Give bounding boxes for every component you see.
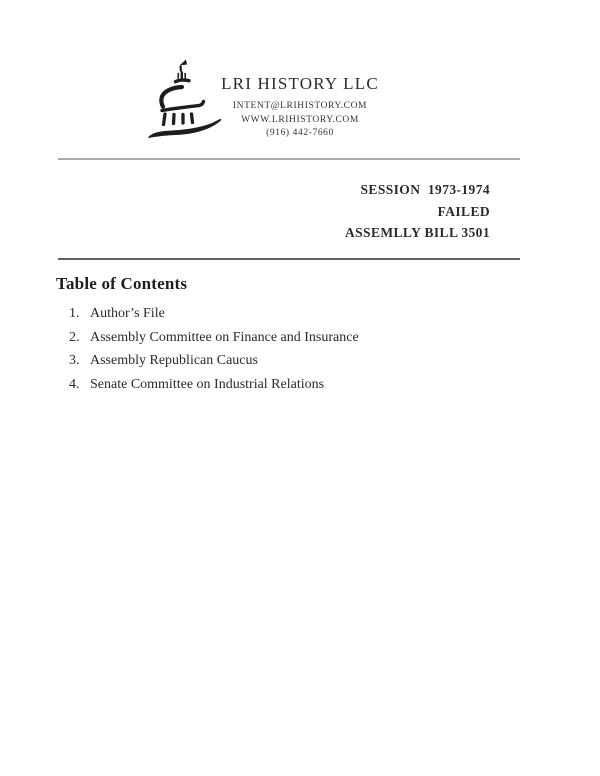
bill-number-line: ASSEMLLY BILL 3501 xyxy=(344,225,490,240)
toc-list xyxy=(69,306,359,400)
toc-item xyxy=(69,330,359,345)
toc-item-label: Author’s File xyxy=(90,306,165,321)
company-name: LRI HISTORY LLC xyxy=(221,74,379,93)
letterhead xyxy=(150,74,450,141)
toc-title: Table of Contents xyxy=(56,274,188,293)
divider-bottom xyxy=(58,258,520,260)
toc-item-label: Assembly Committee on Finance and Insurance xyxy=(90,329,359,345)
email-line: INTENT@LRIHISTORY.COM xyxy=(232,101,368,111)
toc-item-number: 1. xyxy=(69,306,80,321)
toc-item-number: 4. xyxy=(69,376,80,392)
website-line: WWW.LRIHISTORY.COM xyxy=(241,114,359,125)
toc-item-number: 2. xyxy=(69,329,80,345)
toc-item xyxy=(69,306,359,321)
toc-item-label: Senate Committee on Industrial Relations xyxy=(90,376,325,392)
bill-info-block xyxy=(345,179,490,244)
status-line: FAILED xyxy=(437,203,490,219)
toc-item xyxy=(69,353,359,368)
divider-top xyxy=(58,158,520,160)
toc-item-number: 3. xyxy=(69,353,80,368)
toc-item-label: Assembly Republican Caucus xyxy=(90,353,258,368)
phone-line: (916) 442-7660 xyxy=(266,128,334,138)
toc-item xyxy=(69,377,359,392)
session-line: SESSION 1973-1974 xyxy=(360,182,490,197)
